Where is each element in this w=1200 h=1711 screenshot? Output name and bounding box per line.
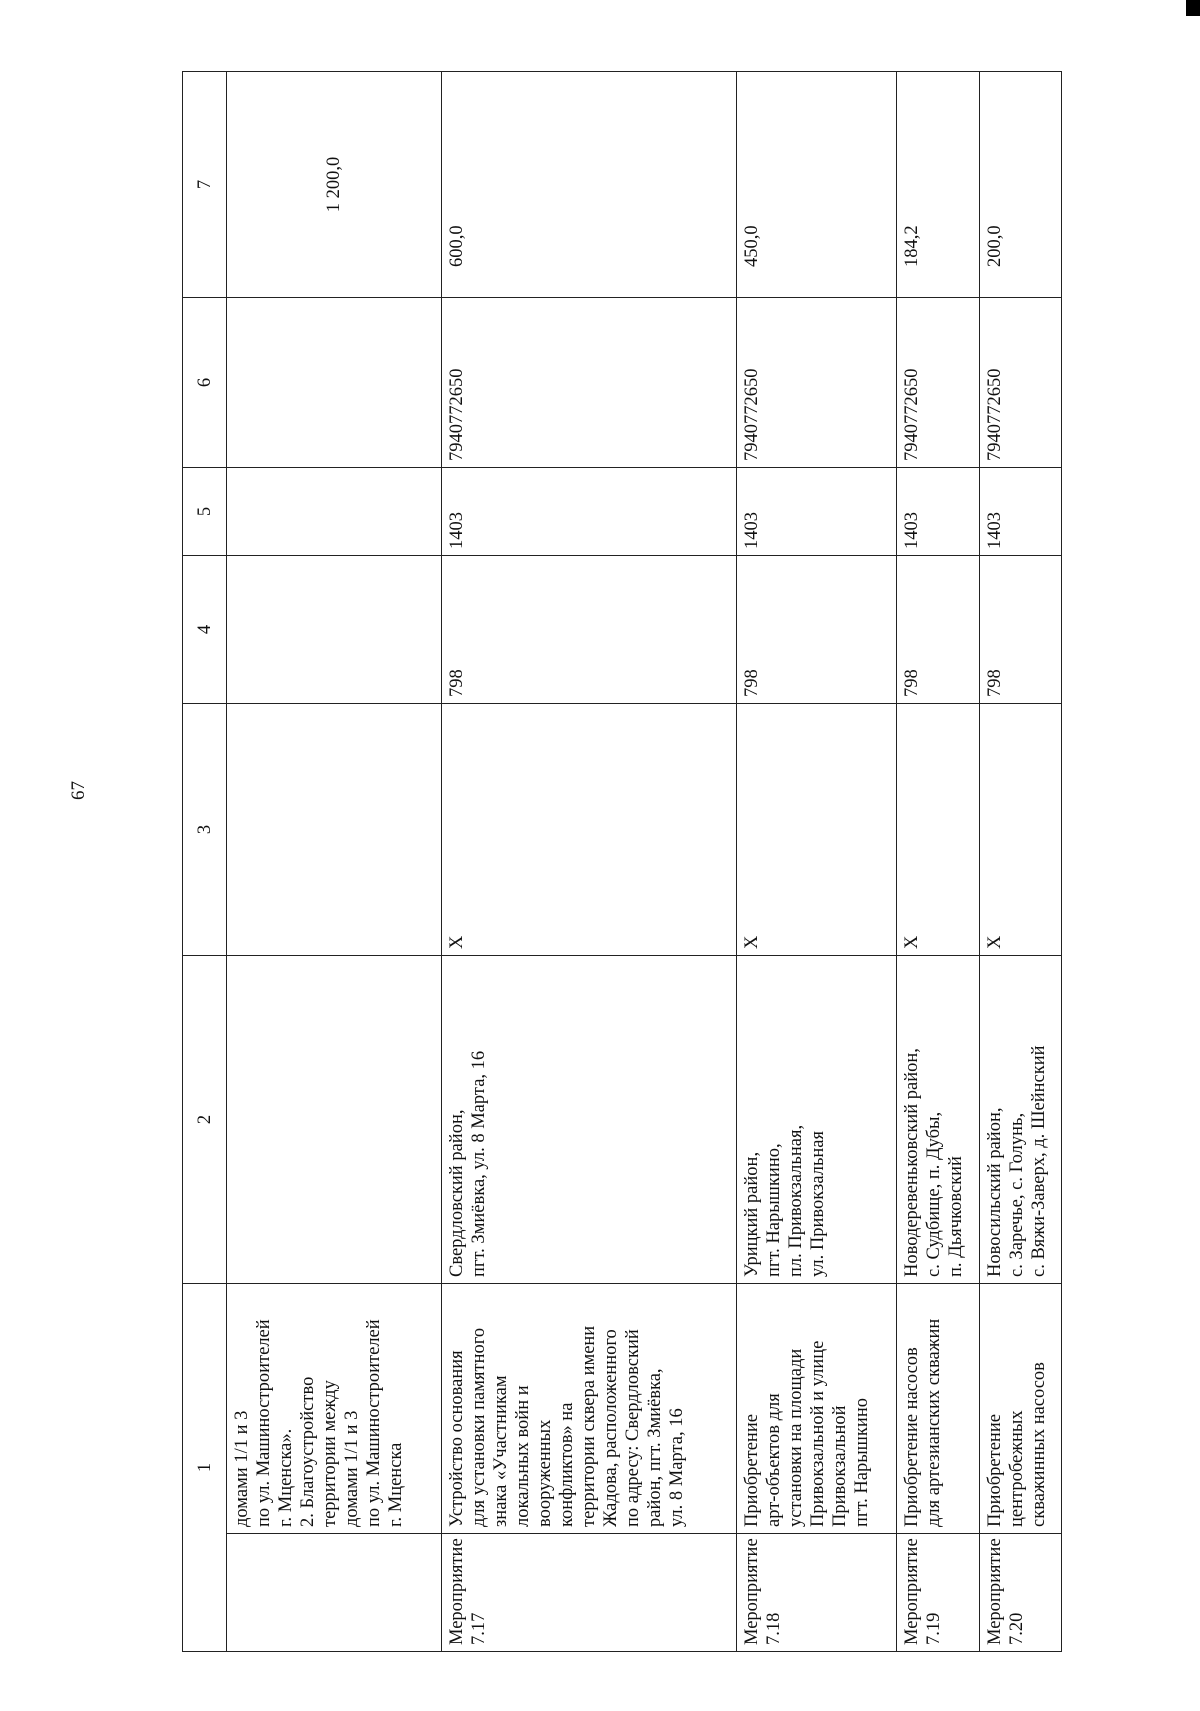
- cell-col-5: 1403: [736, 468, 896, 556]
- cell-col-3: [227, 704, 442, 956]
- cell-address: Свердловский район, пгт. Змиёвка, ул. 8 Марта, 16: [442, 956, 737, 1284]
- table-row: [442, 72, 737, 1652]
- header-col-2: 2: [183, 956, 227, 1284]
- header-col-5: 5: [183, 468, 227, 556]
- cell-col-5: 1403: [897, 468, 979, 556]
- cell-event-id: Мероприятие 7.17: [442, 1534, 737, 1652]
- cell-event-id: [227, 1534, 442, 1652]
- cell-col-6: 7940772650: [736, 298, 896, 468]
- cell-amount: 450,0: [736, 72, 896, 298]
- cell-col-6: 7940772650: [897, 298, 979, 468]
- header-col-3: 3: [183, 704, 227, 956]
- budget-table-rotated: [182, 72, 1062, 1652]
- cell-col-4: 798: [736, 556, 896, 704]
- budget-table: [182, 71, 1062, 1652]
- cell-amount: 1 200,0: [227, 72, 442, 298]
- cell-col-5: 1403: [442, 468, 737, 556]
- header-row: [183, 72, 227, 1652]
- cell-col-4: [227, 556, 442, 704]
- cell-address: Новосильский район, с. Заречье, с. Голунь, с. Вяжи-Заверх, д. Шейнский: [979, 956, 1061, 1284]
- page-number: 67: [68, 781, 89, 800]
- cell-amount: 600,0: [442, 72, 737, 298]
- cell-col-4: 798: [897, 556, 979, 704]
- cell-col-6: [227, 298, 442, 468]
- header-col-6: 6: [183, 298, 227, 468]
- table-row-continuation: [227, 72, 442, 1652]
- cell-address: Новодеревеньковский район, с. Судбище, п. Дубы, п. Дьячковский: [897, 956, 979, 1284]
- cell-event-description: Приобретение арт-объектов для установки на площади Привокзальной и улице Привокзальной пгт. Нарышкино: [736, 1284, 896, 1534]
- table-row: [979, 72, 1061, 1652]
- header-col-4: 4: [183, 556, 227, 704]
- cell-address: Урицкий район, пгт. Нарышкино, пл. Привокзальная, ул. Привокзальная: [736, 956, 896, 1284]
- cell-col-5: [227, 468, 442, 556]
- scan-edge-mark: [1186, 0, 1200, 16]
- cell-amount: 200,0: [979, 72, 1061, 298]
- cell-event-description: Приобретение насосов для артезианских скважин: [897, 1284, 979, 1534]
- cell-event-id: Мероприятие 7.18: [736, 1534, 896, 1652]
- cell-col-3: Х: [897, 704, 979, 956]
- cell-col-4: 798: [979, 556, 1061, 704]
- cell-event-description: домами 1/1 и 3 по ул. Машиностроителей г. Мценска». 2. Благоустройство территории между домами 1/1 и 3 по ул. Машиностроителей г. Мценска: [227, 1284, 442, 1534]
- cell-event-description: Приобретение центробежных скважинных насосов: [979, 1284, 1061, 1534]
- cell-col-3: Х: [736, 704, 896, 956]
- cell-col-3: Х: [979, 704, 1061, 956]
- cell-col-4: 798: [442, 556, 737, 704]
- cell-event-id: Мероприятие 7.20: [979, 1534, 1061, 1652]
- cell-col-3: Х: [442, 704, 737, 956]
- table-row: [736, 72, 896, 1652]
- cell-event-id: Мероприятие 7.19: [897, 1534, 979, 1652]
- cell-address: [227, 956, 442, 1284]
- header-col-7: 7: [183, 72, 227, 298]
- cell-event-description: Устройство основания для установки памятного знака «Участникам локальных войн и вооруженных конфликтов» на территории сквера имени Жадова, расположенного по адресу: Свердловский район, пгт. Змиёвка, ул. 8 Марта, 16: [442, 1284, 737, 1534]
- cell-amount: 184,2: [897, 72, 979, 298]
- cell-col-5: 1403: [979, 468, 1061, 556]
- cell-col-6: 7940772650: [979, 298, 1061, 468]
- table-row: [897, 72, 979, 1652]
- header-col-1: 1: [183, 1284, 227, 1652]
- cell-col-6: 7940772650: [442, 298, 737, 468]
